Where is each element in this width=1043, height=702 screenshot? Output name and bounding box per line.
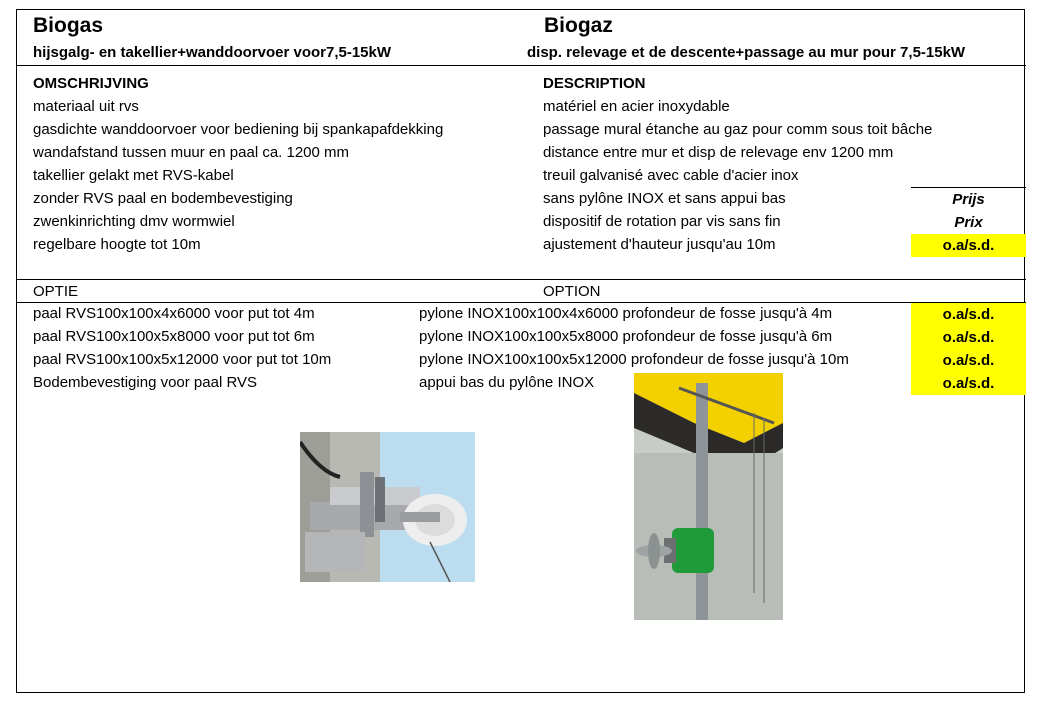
fr-description-line: dispositif de rotation par vis sans fin [543,213,781,230]
wall-passage-photo [300,432,475,582]
options-heading-divider [16,302,1026,303]
option-price: o.a/s.d. [911,372,1026,395]
price-value-main: o.a/s.d. [911,234,1026,257]
fr-description-line: treuil galvanisé avec cable d'acier inox [543,167,799,184]
nl-options-heading: OPTIE [33,283,79,300]
option-price: o.a/s.d. [911,326,1026,349]
nl-subtitle: hijsgalg- en takellier+wanddoorvoer voor7,5-15kW [33,44,392,61]
option-fr: pylone INOX100x100x4x6000 profondeur de fosse jusqu'à 4m [419,305,833,322]
fr-description-line: matériel en acier inoxydable [543,98,730,115]
nl-description-line: regelbare hoogte tot 10m [33,236,201,253]
hoist-mixer-photo [634,373,783,620]
nl-description-line: wandafstand tussen muur en paal ca. 1200 mm [33,144,350,161]
option-nl: paal RVS100x100x4x6000 voor put tot 4m [33,305,315,322]
nl-title: Biogas [33,14,104,37]
fr-description-line: distance entre mur et disp de relevage env 1200 mm [543,144,894,161]
fr-title: Biogaz [544,14,613,37]
option-nl: paal RVS100x100x5x12000 voor put tot 10m [33,351,332,368]
option-nl: Bodembevestiging voor paal RVS [33,374,258,391]
option-fr: pylone INOX100x100x5x8000 profondeur de fosse jusqu'à 6m [419,328,833,345]
options-top-divider [16,279,1026,280]
nl-description-line: materiaal uit rvs [33,98,139,115]
fr-description-line: ajustement d'hauteur jusqu'au 10m [543,236,776,253]
nl-description-line: zonder RVS paal en bodembevestiging [33,190,293,207]
nl-description-line: takellier gelakt met RVS-kabel [33,167,234,184]
price-label-nl: Prijs [952,191,985,208]
fr-options-heading: OPTION [543,283,601,300]
fr-description-line: sans pylône INOX et sans appui bas [543,190,786,207]
fr-description-line: passage mural étanche au gaz pour comm sous toit bâche [543,121,933,138]
price-label-fr: Prix [954,214,983,231]
option-price: o.a/s.d. [911,303,1026,326]
option-nl: paal RVS100x100x5x8000 voor put tot 6m [33,328,315,345]
nl-description-line: zwenkinrichting dmv wormwiel [33,213,235,230]
option-fr: pylone INOX100x100x5x12000 profondeur de fosse jusqu'à 10m [419,351,849,368]
fr-description-heading: DESCRIPTION [543,75,646,92]
option-price: o.a/s.d. [911,349,1026,372]
option-fr: appui bas du pylône INOX [419,374,595,391]
nl-description-line: gasdichte wanddoorvoer voor bediening bij spankapafdekking [33,121,444,138]
header-divider [16,65,1026,66]
nl-description-heading: OMSCHRIJVING [33,75,149,92]
fr-subtitle: disp. relevage et de descente+passage au mur pour 7,5-15kW [527,44,966,61]
